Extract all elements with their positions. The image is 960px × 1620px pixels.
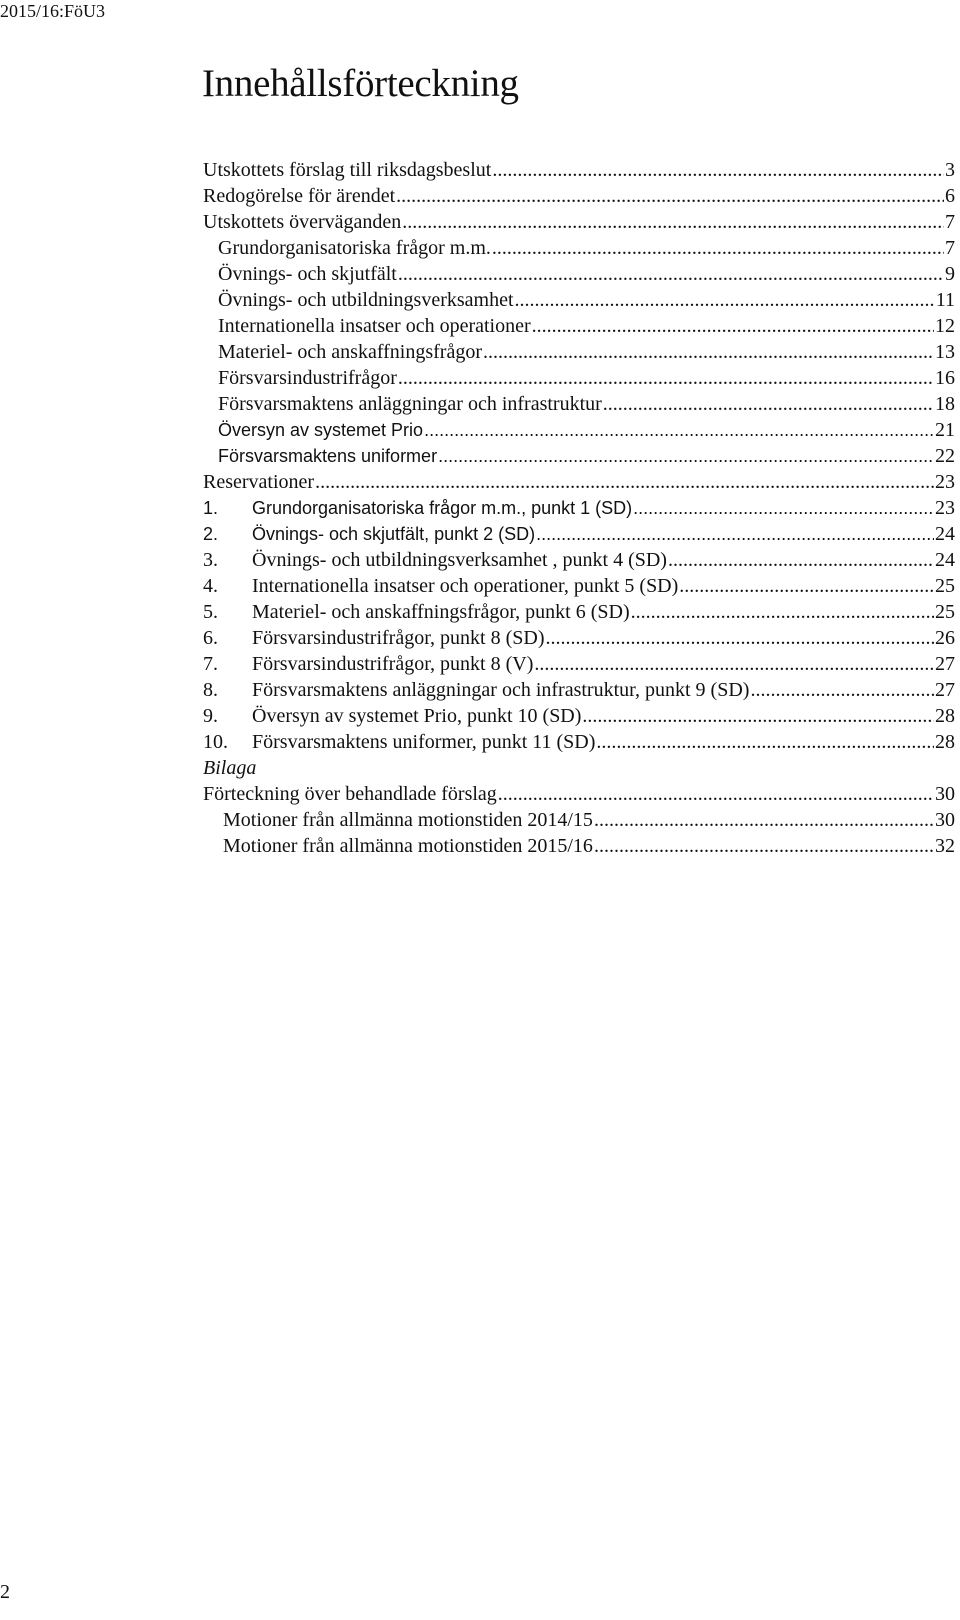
- toc-entry-number: 4.: [203, 575, 218, 597]
- toc-dot-leader: [633, 495, 934, 521]
- toc-entry-number: 9.: [203, 705, 218, 727]
- toc-dot-leader: [398, 261, 944, 287]
- toc-entry-number: 7.: [203, 653, 218, 675]
- toc-entry-title: Försvarsmaktens anläggningar och infrastruktur: [218, 393, 602, 415]
- toc-entry-title: Övnings- och utbildningsverksamhet , punkt 4 (SD): [252, 549, 667, 571]
- toc-entry-page: 25: [935, 601, 955, 623]
- toc-entry-title: Reservationer: [203, 471, 315, 493]
- toc-dot-leader: [402, 209, 944, 235]
- toc-entry-title: Redogörelse för ärendet: [203, 185, 396, 207]
- toc-entry-title: Utskottets förslag till riksdagsbeslut: [203, 159, 492, 181]
- toc-entry-title: Försvarsindustrifrågor, punkt 8 (V): [252, 653, 534, 675]
- toc-entry[interactable]: [203, 677, 955, 703]
- toc-entry[interactable]: [203, 521, 955, 547]
- toc-entry[interactable]: [203, 469, 955, 495]
- toc-dot-leader: [492, 157, 944, 183]
- toc-entry-title: Motioner från allmänna motionstiden 2014/15: [223, 809, 593, 831]
- toc-entry-title: Internationella insatser och operationer, punkt 5 (SD): [252, 575, 679, 597]
- toc-entry[interactable]: [203, 183, 955, 209]
- toc-entry-title: Försvarsmaktens uniformer: [218, 446, 438, 466]
- toc-entry[interactable]: [203, 781, 955, 807]
- toc-entry[interactable]: [203, 625, 955, 651]
- toc-entry-title: Grundorganisatoriska frågor m.m., punkt 1 (SD): [252, 498, 633, 518]
- toc-entry[interactable]: [203, 651, 955, 677]
- toc-dot-leader: [596, 729, 934, 755]
- toc-dot-leader: [603, 391, 934, 417]
- toc-entry-number: 2.: [203, 524, 219, 544]
- toc-dot-leader: [594, 807, 934, 833]
- toc-entry-title: Försvarsindustrifrågor: [218, 367, 397, 389]
- toc-entry[interactable]: [203, 703, 955, 729]
- toc-entry-page: 3: [945, 159, 955, 181]
- toc-entry-title: Motioner från allmänna motionstiden 2015/16: [223, 835, 593, 857]
- toc-entry[interactable]: [203, 599, 955, 625]
- toc-entry-page: 24: [935, 549, 955, 571]
- toc-entry-title: Övnings- och utbildningsverksamhet: [218, 289, 514, 311]
- toc-entry[interactable]: [203, 209, 955, 235]
- toc-entry-page: 28: [935, 731, 955, 753]
- toc-entry-title: Materiel- och anskaffningsfrågor: [218, 341, 482, 363]
- toc-entry-title: Översyn av systemet Prio: [218, 420, 424, 440]
- toc-entry-page: 30: [935, 783, 955, 805]
- toc-entry-number: 10.: [203, 731, 228, 753]
- toc-dot-leader: [515, 287, 935, 313]
- toc-entry-title: Övnings- och skjutfält: [218, 263, 397, 285]
- toc-entry-page: 12: [935, 315, 955, 337]
- toc-entry-number: 3.: [203, 549, 218, 571]
- toc-dot-leader: [534, 651, 934, 677]
- toc-entry-page: 9: [945, 263, 955, 285]
- toc-dot-leader: [498, 781, 934, 807]
- toc-entry[interactable]: [203, 287, 955, 313]
- toc-dot-leader: [750, 677, 934, 703]
- toc-entry-title: Förteckning över behandlade förslag: [203, 783, 497, 805]
- toc-entry-page: 27: [935, 679, 955, 701]
- table-of-contents: [203, 157, 955, 859]
- toc-entry-page: 26: [935, 627, 955, 649]
- toc-entry-page: 32: [935, 835, 955, 857]
- toc-dot-leader: [668, 547, 934, 573]
- toc-entry-page: 16: [935, 367, 955, 389]
- toc-entry[interactable]: [203, 547, 955, 573]
- toc-dot-leader: [396, 183, 944, 209]
- toc-entry[interactable]: [203, 833, 955, 859]
- toc-entry[interactable]: [203, 729, 955, 755]
- toc-entry[interactable]: [203, 313, 955, 339]
- toc-entry-title: Översyn av systemet Prio, punkt 10 (SD): [252, 705, 582, 727]
- toc-entry[interactable]: [203, 495, 955, 521]
- toc-dot-leader: [536, 521, 934, 547]
- toc-dot-leader: [315, 469, 934, 495]
- toc-dot-leader: [438, 443, 934, 469]
- toc-entry[interactable]: [203, 573, 955, 599]
- toc-dot-leader: [532, 313, 934, 339]
- toc-entry-number: 1.: [203, 498, 219, 518]
- toc-entry-title: Försvarsindustrifrågor, punkt 8 (SD): [252, 627, 545, 649]
- appendix-heading: Bilaga: [203, 757, 257, 779]
- toc-dot-leader: [483, 339, 934, 365]
- toc-entry-number: 6.: [203, 627, 218, 649]
- toc-entry[interactable]: [203, 235, 955, 261]
- document-code: 2015/16:FöU3: [0, 1, 106, 21]
- toc-entry-number: 8.: [203, 679, 218, 701]
- toc-entry-page: 22: [935, 445, 955, 467]
- toc-entry-page: 21: [935, 419, 955, 441]
- toc-dot-leader: [582, 703, 934, 729]
- toc-entry-page: 7: [945, 237, 955, 259]
- toc-entry-page: 23: [935, 471, 955, 493]
- toc-entry-number: 5.: [203, 601, 218, 623]
- toc-entry-title: Utskottets överväganden: [203, 211, 402, 233]
- toc-entry-page: 25: [935, 575, 955, 597]
- toc-entry[interactable]: [203, 261, 955, 287]
- toc-entry[interactable]: [203, 443, 955, 469]
- toc-entry-title: Övnings- och skjutfält, punkt 2 (SD): [252, 524, 536, 544]
- page-title: Innehållsförteckning: [202, 62, 519, 105]
- toc-entry-page: 30: [935, 809, 955, 831]
- toc-dot-leader: [492, 235, 944, 261]
- toc-entry-page: 24: [935, 523, 955, 545]
- toc-entry-title: Försvarsmaktens anläggningar och infrastruktur, punkt 9 (SD): [252, 679, 750, 701]
- toc-dot-leader: [594, 833, 934, 859]
- toc-entry-page: 27: [935, 653, 955, 675]
- toc-entry-page: 18: [935, 393, 955, 415]
- toc-dot-leader: [631, 599, 934, 625]
- page-number: 2: [0, 1581, 10, 1603]
- toc-entry-page: 11: [935, 289, 955, 311]
- toc-entry-title: Försvarsmaktens uniformer, punkt 11 (SD): [252, 731, 596, 753]
- toc-dot-leader: [398, 365, 934, 391]
- toc-entry[interactable]: [203, 365, 955, 391]
- toc-entry[interactable]: [203, 417, 955, 443]
- toc-entry[interactable]: [203, 339, 955, 365]
- toc-dot-leader: [546, 625, 935, 651]
- toc-entry-page: 28: [935, 705, 955, 727]
- toc-entry[interactable]: [203, 391, 955, 417]
- toc-entry-page: 6: [945, 185, 955, 207]
- toc-dot-leader: [679, 573, 934, 599]
- toc-dot-leader: [424, 417, 934, 443]
- toc-entry-title: Grundorganisatoriska frågor m.m.: [218, 237, 491, 259]
- toc-entry[interactable]: [203, 807, 955, 833]
- toc-entry-page: 7: [945, 211, 955, 233]
- toc-entry-page: 13: [935, 341, 955, 363]
- toc-entry-title: Internationella insatser och operationer: [218, 315, 531, 337]
- toc-entry-page: 23: [935, 497, 955, 519]
- toc-entry-title: Materiel- och anskaffningsfrågor, punkt 6 (SD): [252, 601, 630, 623]
- toc-entry[interactable]: [203, 157, 955, 183]
